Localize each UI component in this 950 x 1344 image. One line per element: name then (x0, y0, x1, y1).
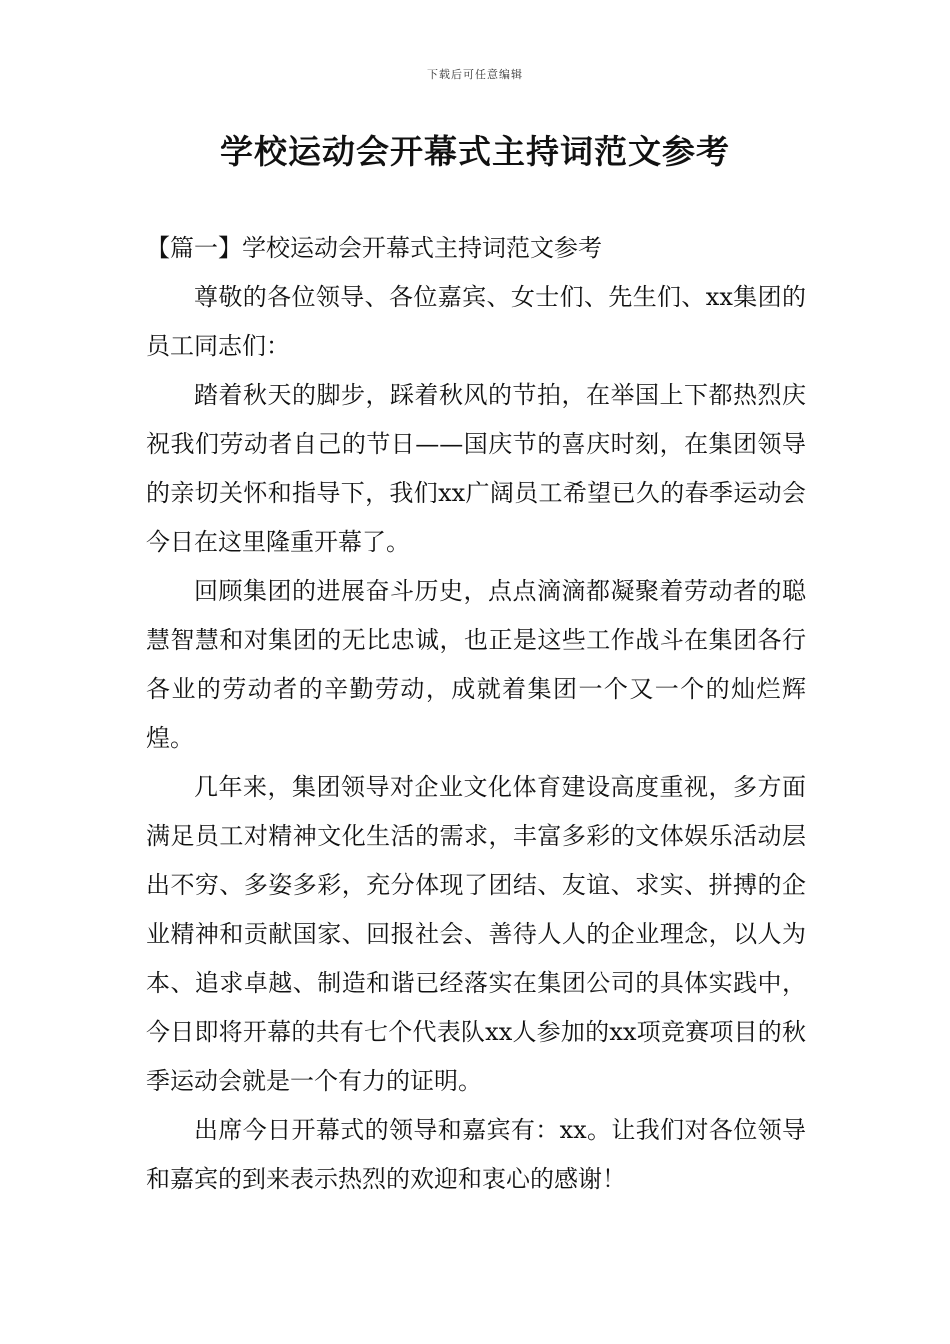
section-heading: 【篇一】学校运动会开幕式主持词范文参考 (146, 234, 602, 262)
paragraph-history: 回顾集团的进展奋斗历史，点点滴滴都凝聚着劳动者的聪慧智慧和对集团的无比忠诚，也正是这些工作战斗在集团各行各业的劳动者的辛勤劳动，成就着集团一个又一个的灿烂辉煌。 (146, 577, 806, 752)
document-title: 学校运动会开幕式主持词范文参考 (220, 132, 730, 171)
paragraph-opening: 踏着秋天的脚步，踩着秋风的节拍，在举国上下都热烈庆祝我们劳动者自己的节日——国庆节的喜庆时刻，在集团领导的亲切关怀和指导下，我们xx广阔员工希望已久的春季运动会今日在这里隆重开幕了。 (146, 381, 806, 556)
header-note: 下载后可任意编辑 (427, 68, 523, 81)
paragraph-culture: 几年来，集团领导对企业文化体育建设高度重视，多方面满足员工对精神文化生活的需求，丰富多彩的文体娱乐活动层出不穷、多姿多彩，充分体现了团结、友谊、求实、拼搏的企业精神和贡献国家、回报社会、善待人人的企业理念，以人为本、追求卓越、制造和谐已经落实在集团公司的具体实践中，今日即将开幕的共有七个代表队xx人参加的xx项竞赛项目的秋季运动会就是一个有力的证明。 (146, 773, 806, 1095)
paragraph-greeting: 尊敬的各位领导、各位嘉宾、女士们、先生们、xx集团的员工同志们： (146, 283, 806, 360)
document-body (146, 224, 806, 1204)
paragraph-guests: 出席今日开幕式的领导和嘉宾有：xx。让我们对各位领导和嘉宾的到来表示热烈的欢迎和衷心的感谢！ (146, 1116, 806, 1193)
